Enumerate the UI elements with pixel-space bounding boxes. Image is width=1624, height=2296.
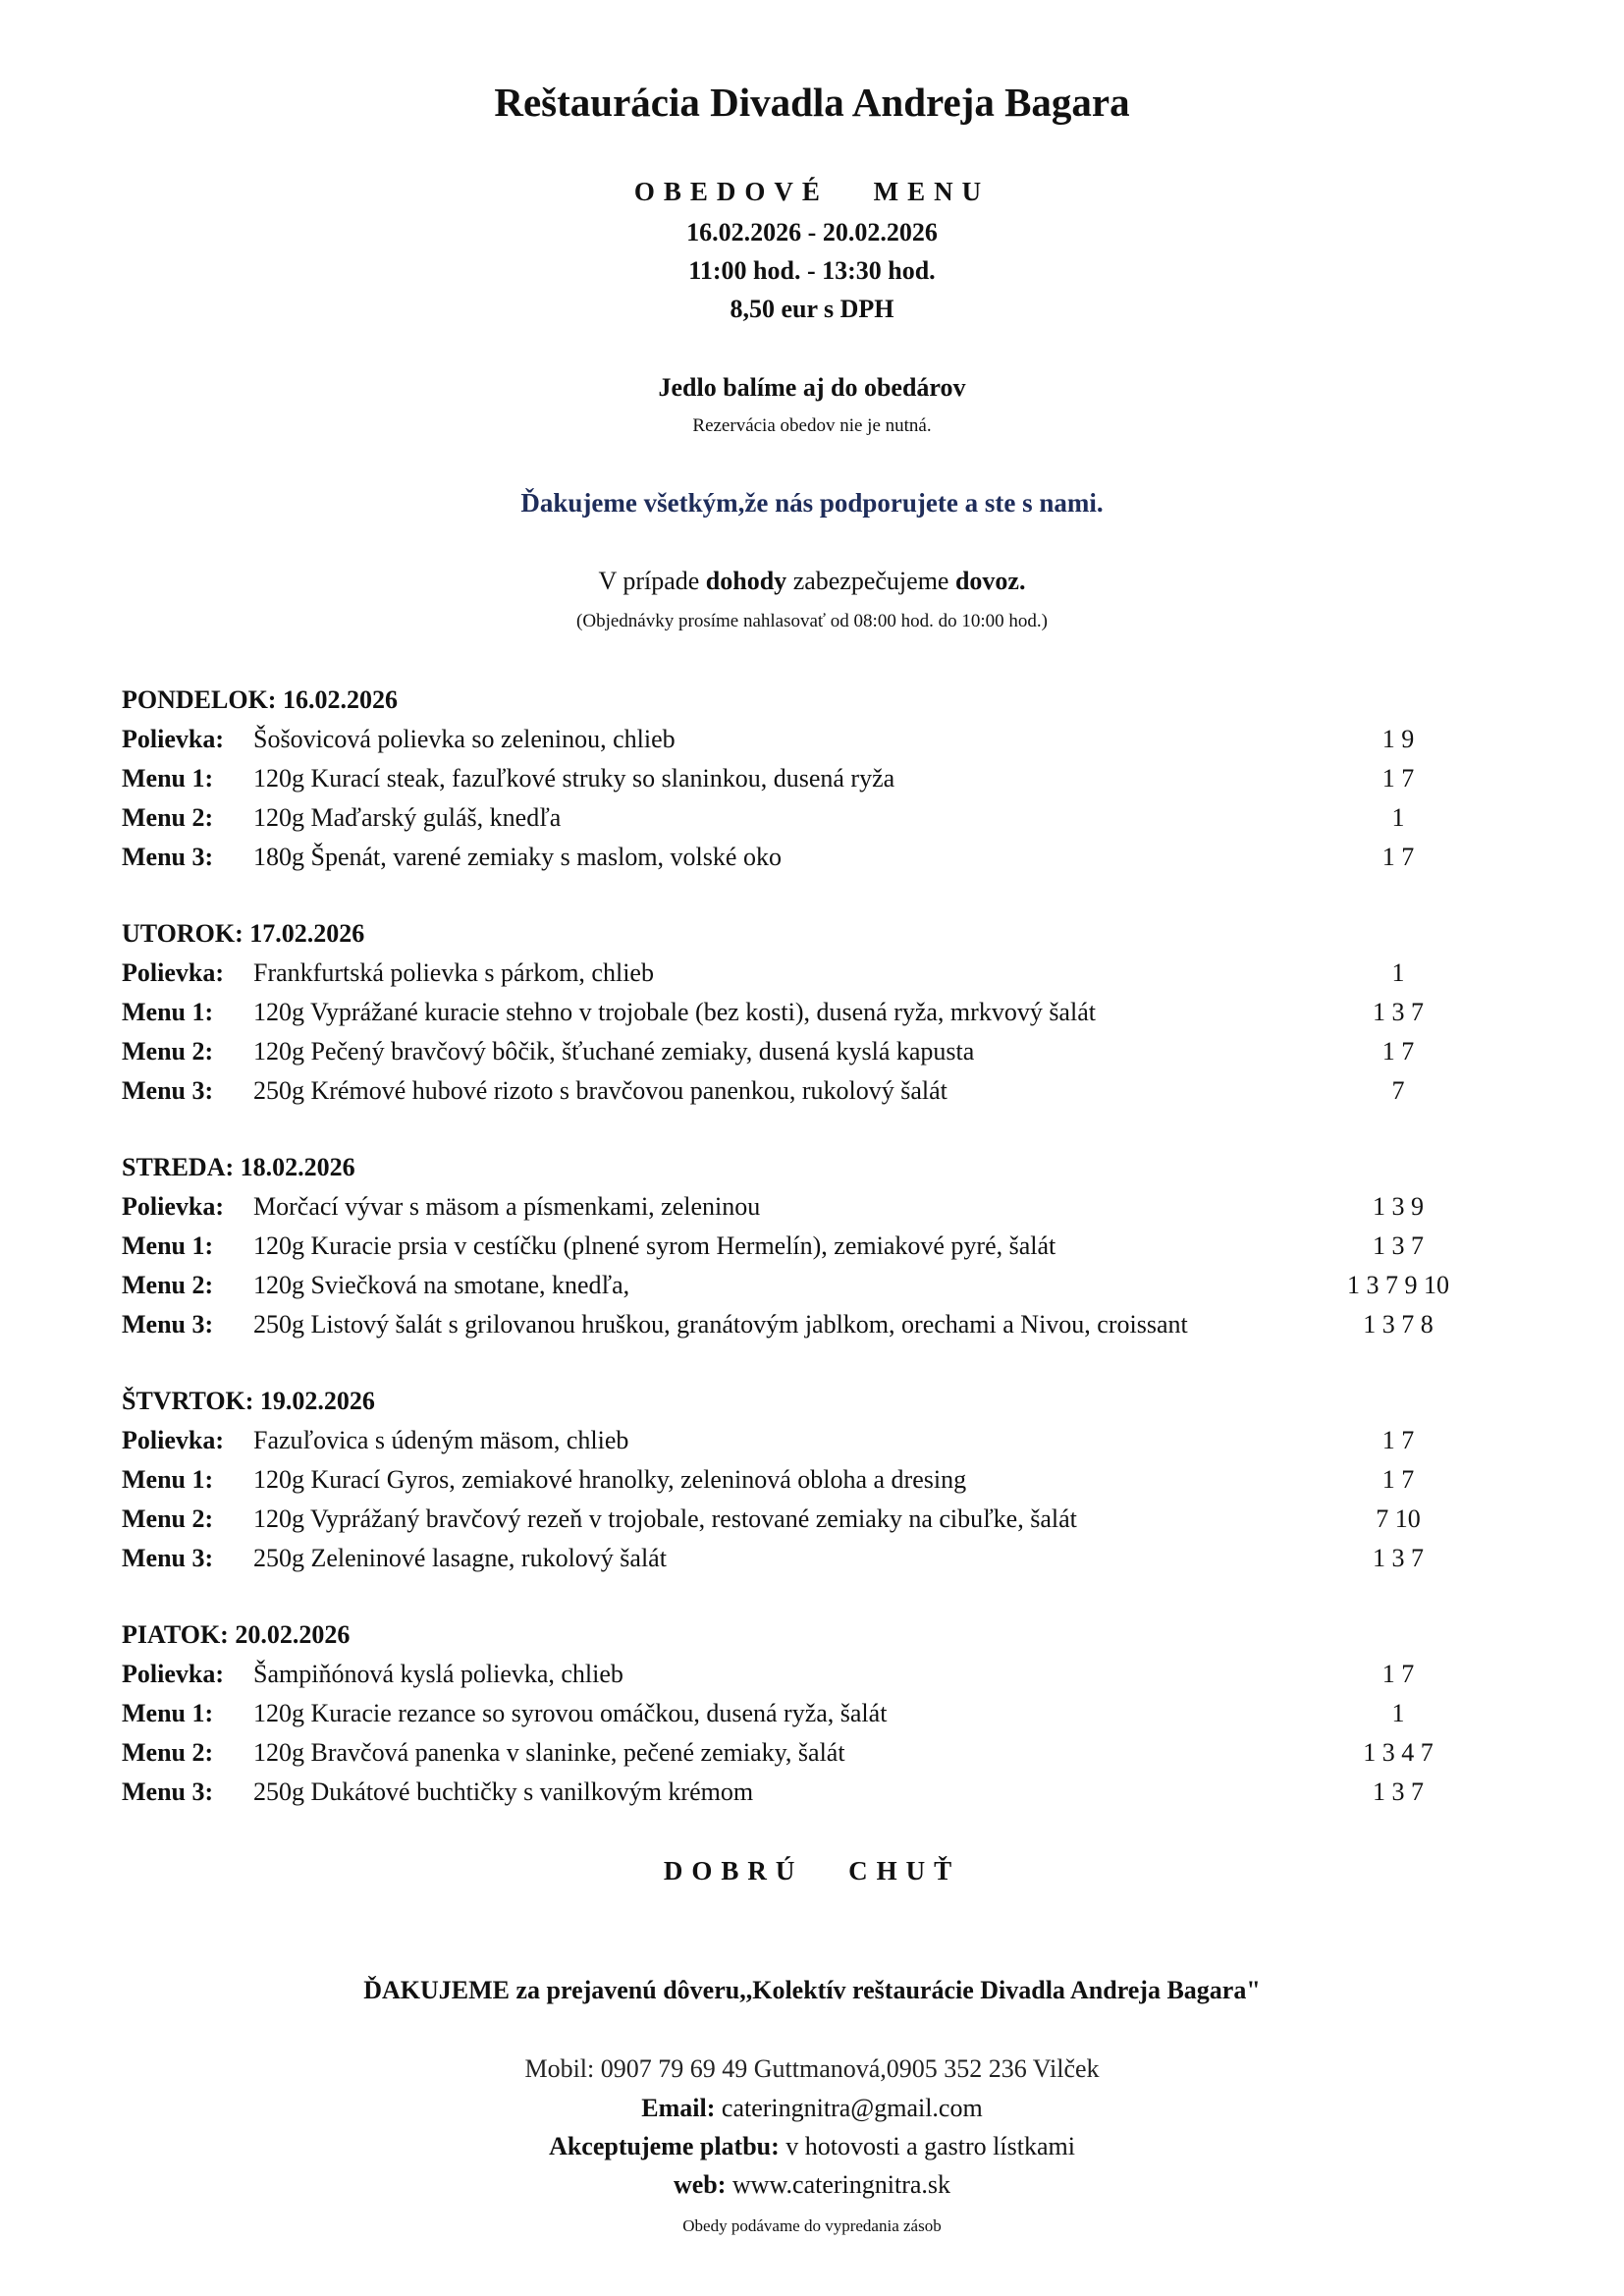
allergens: 1 3 9 xyxy=(1373,1192,1424,1221)
day-thursday xyxy=(122,1382,1536,1578)
row-label: Menu 2: xyxy=(122,1271,214,1299)
menu-row xyxy=(122,1539,1536,1578)
row-label: Menu 1: xyxy=(122,1231,214,1260)
row-label: Menu 3: xyxy=(122,843,214,871)
allergens: 7 xyxy=(1391,1076,1405,1105)
row-label: Menu 3: xyxy=(122,1310,214,1339)
row-label: Polievka: xyxy=(122,1660,224,1688)
dish-text: 250g Krémové hubové rizoto s bravčovou panenkou, rukolový šalát xyxy=(253,1076,947,1105)
menu-row xyxy=(122,1655,1536,1694)
menu-dates: 16.02.2026 - 20.02.2026 xyxy=(686,218,938,246)
menu-row xyxy=(122,798,1536,838)
thanks-message: Ďakujeme všetkým,že nás podporujete a ste s nami. xyxy=(520,488,1104,518)
dish-text: 120g Maďarský guláš, knedľa xyxy=(253,803,562,832)
row-label: Menu 2: xyxy=(122,1037,214,1066)
allergens: 1 3 4 7 xyxy=(1363,1738,1434,1767)
menu-row xyxy=(122,1460,1536,1500)
day-wednesday xyxy=(122,1148,1536,1344)
allergens: 1 7 xyxy=(1381,1037,1415,1066)
dish-text: 120g Pečený bravčový bôčik, šťuchané zemiaky, dusená kyslá kapusta xyxy=(253,1037,975,1066)
menu-row xyxy=(122,838,1536,877)
dish-text: 120g Bravčová panenka v slaninke, pečené zemiaky, šalát xyxy=(253,1738,845,1767)
dish-text: Šošovicová polievka so zeleninou, chlieb xyxy=(253,725,676,753)
dish-text: Šampiňónová kyslá polievka, chlieb xyxy=(253,1660,623,1688)
allergens: 1 7 xyxy=(1381,1465,1415,1494)
row-label: Polievka: xyxy=(122,1426,224,1454)
allergens: 1 3 7 9 10 xyxy=(1347,1271,1449,1299)
delivery-note: V prípade dohody zabezpečujeme dovoz. xyxy=(598,567,1026,595)
allergens: 1 xyxy=(1391,1699,1405,1727)
serving-hours: 11:00 hod. - 13:30 hod. xyxy=(688,256,936,285)
allergens: 7 10 xyxy=(1376,1504,1421,1533)
allergens: 1 3 7 8 xyxy=(1363,1310,1434,1339)
day-tuesday xyxy=(122,914,1536,1111)
allergens: 1 7 xyxy=(1381,764,1415,793)
orders-note: (Objednávky prosíme nahlasovať od 08:00 hod. do 10:00 hod.) xyxy=(576,611,1048,631)
day-heading: ŠTVRTOK: 19.02.2026 xyxy=(122,1387,375,1415)
dish-text: Frankfurtská polievka s párkom, chlieb xyxy=(253,958,654,987)
day-heading: PONDELOK: 16.02.2026 xyxy=(122,685,398,714)
web-line xyxy=(0,2170,1624,2200)
allergens: 1 9 xyxy=(1381,725,1415,753)
row-label: Polievka: xyxy=(122,958,224,987)
menu-row xyxy=(122,1500,1536,1539)
dish-text: 120g Vyprážané kuracie stehno v trojobale (bez kosti), dusená ryža, mrkvový šalát xyxy=(253,998,1096,1026)
menu-row xyxy=(122,1071,1536,1111)
day-heading: STREDA: 18.02.2026 xyxy=(122,1153,355,1181)
dish-text: 180g Špenát, varené zemiaky s maslom, volské oko xyxy=(253,843,782,871)
row-label: Menu 1: xyxy=(122,998,214,1026)
allergens: 1 3 7 xyxy=(1373,998,1424,1026)
menu-row xyxy=(122,1733,1536,1773)
dish-text: 250g Dukátové buchtičky s vanilkovým krémom xyxy=(253,1777,754,1806)
restaurant-title: Reštaurácia Divadla Andreja Bagara xyxy=(494,80,1130,125)
dish-text: 120g Sviečková na smotane, knedľa, xyxy=(253,1271,630,1299)
dish-text: 250g Zeleninové lasagne, rukolový šalát xyxy=(253,1544,667,1572)
menu-row xyxy=(122,954,1536,993)
supply-note: Obedy podávame do vypredania zásob xyxy=(682,2216,942,2235)
row-label: Menu 1: xyxy=(122,1699,214,1727)
dish-text: Fazuľovica s údeným mäsom, chlieb xyxy=(253,1426,629,1454)
day-heading: UTOROK: 17.02.2026 xyxy=(122,919,365,948)
row-label: Menu 3: xyxy=(122,1777,214,1806)
menu-row xyxy=(122,1773,1536,1812)
menu-label: OBEDOVÉ MENU xyxy=(633,177,991,206)
dish-text: 120g Kurací Gyros, zemiakové hranolky, zeleninová obloha a dresing xyxy=(253,1465,967,1494)
dish-text: 120g Kuracie rezance so syrovou omáčkou, dusená ryža, šalát xyxy=(253,1699,888,1727)
day-friday xyxy=(122,1615,1536,1812)
payment-value: v hotovosti a gastro lístkami xyxy=(779,2132,1075,2160)
allergens: 1 xyxy=(1391,958,1405,987)
allergens: 1 7 xyxy=(1381,1426,1415,1454)
dish-text: 120g Kuracie prsia v cestíčku (plnené syrom Hermelín), zemiakové pyré, šalát xyxy=(253,1231,1056,1260)
dish-text: 120g Kurací steak, fazuľkové struky so slaninkou, dusená ryža xyxy=(253,764,895,793)
menu-row xyxy=(122,1266,1536,1305)
allergens: 1 xyxy=(1391,803,1405,832)
reservation-note: Rezervácia obedov nie je nutná. xyxy=(692,415,932,436)
allergens: 1 3 7 xyxy=(1373,1544,1424,1572)
row-label: Menu 3: xyxy=(122,1544,214,1572)
allergens: 1 3 7 xyxy=(1373,1231,1424,1260)
menu-row xyxy=(122,1187,1536,1227)
menu-row xyxy=(122,993,1536,1032)
payment-line xyxy=(0,2132,1624,2161)
row-label: Menu 1: xyxy=(122,764,214,793)
email-label: Email: xyxy=(641,2094,716,2122)
enjoy-meal: DOBRÚ CHUŤ xyxy=(663,1856,961,1886)
web-label: web: xyxy=(673,2170,727,2199)
menu-row xyxy=(122,720,1536,759)
menu-row xyxy=(122,1305,1536,1344)
menu-price: 8,50 eur s DPH xyxy=(730,295,894,323)
menu-row xyxy=(122,759,1536,798)
email-value[interactable]: cateringnitra@gmail.com xyxy=(715,2094,983,2122)
allergens: 1 7 xyxy=(1381,1660,1415,1688)
allergens: 1 7 xyxy=(1381,843,1415,871)
row-label: Menu 2: xyxy=(122,1738,214,1767)
dish-text: 120g Vyprážaný bravčový rezeň v trojobale, restované zemiaky na cibuľke, šalát xyxy=(253,1504,1077,1533)
web-value[interactable]: www.cateringnitra.sk xyxy=(726,2170,951,2199)
footer-thanks: ĎAKUJEME za prejavenú dôveru,,Kolektív reštaurácie Divadla Andreja Bagara" xyxy=(363,1976,1261,2004)
dish-text: 250g Listový šalát s grilovanou hruškou, granátovým jablkom, orechami a Nivou, croissant xyxy=(253,1310,1188,1339)
allergens: 1 3 7 xyxy=(1373,1777,1424,1806)
row-label: Polievka: xyxy=(122,1192,224,1221)
menu-row xyxy=(122,1421,1536,1460)
packing-note: Jedlo balíme aj do obedárov xyxy=(658,373,966,402)
menu-row xyxy=(122,1227,1536,1266)
email-line xyxy=(0,2094,1624,2123)
dish-text: Morčací vývar s mäsom a písmenkami, zeleninou xyxy=(253,1192,761,1221)
day-monday xyxy=(122,681,1536,877)
row-label: Menu 3: xyxy=(122,1076,214,1105)
row-label: Menu 1: xyxy=(122,1465,214,1494)
row-label: Menu 2: xyxy=(122,1504,214,1533)
row-label: Polievka: xyxy=(122,725,224,753)
menu-row xyxy=(122,1032,1536,1071)
menu-row xyxy=(122,1694,1536,1733)
payment-label: Akceptujeme platbu: xyxy=(549,2132,780,2160)
mobile-contact: Mobil: 0907 79 69 49 Guttmanová,0905 352 236 Vilček xyxy=(524,2054,1100,2083)
day-heading: PIATOK: 20.02.2026 xyxy=(122,1620,351,1649)
row-label: Menu 2: xyxy=(122,803,214,832)
